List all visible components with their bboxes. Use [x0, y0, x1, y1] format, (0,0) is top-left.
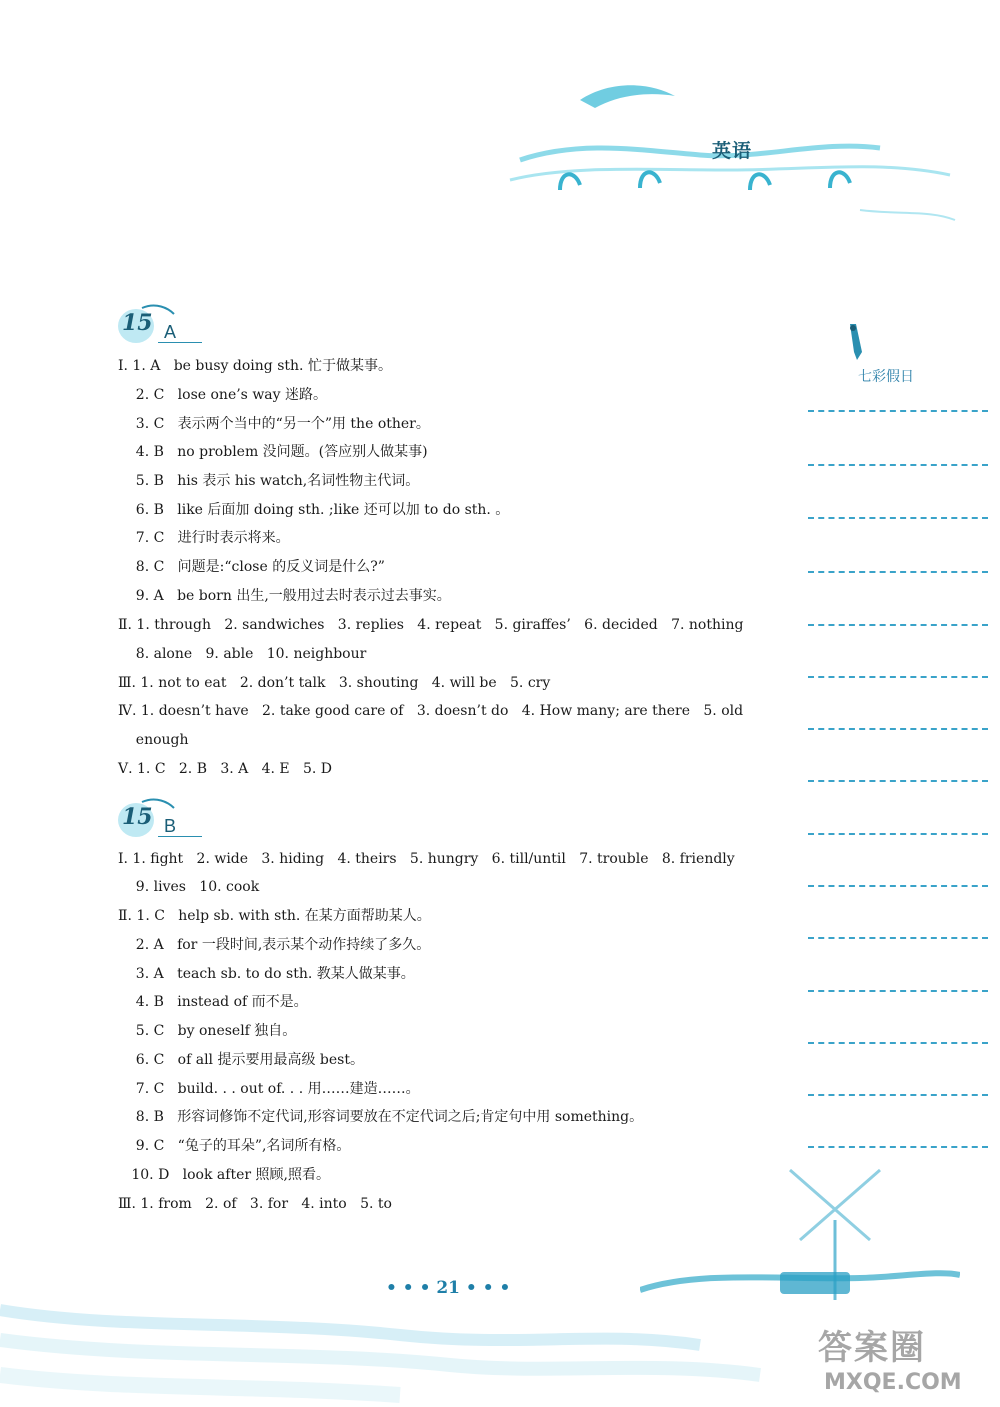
note-line [808, 1094, 988, 1096]
note-line [808, 1146, 988, 1148]
answer-line: 10. D look after 照顾,照看。 [118, 1167, 330, 1183]
answer-line: 3. C 表示两个当中的“另一个”用 the other。 [118, 416, 430, 432]
answer-line: 7. C 进行时表示将来。 [118, 530, 290, 546]
note-line [808, 990, 988, 992]
note-line [808, 571, 988, 573]
note-line [808, 517, 988, 519]
answer-line: 2. C lose one’s way 迷路。 [118, 387, 328, 403]
answer-line: 8. B 形容词修饰不定代词,形容词要放在不定代词之后;肯定句中用 something。 [118, 1109, 644, 1125]
answer-line: 6. C of all 提示要用最高级 best。 [118, 1052, 364, 1068]
answer-line: 5. C by oneself 独自。 [118, 1023, 297, 1039]
answer-line: Ⅰ. 1. A be busy doing sth. 忙于做某事。 [118, 358, 392, 374]
answer-line: Ⅱ. 1. C help sb. with sth. 在某方面帮助某人。 [118, 908, 431, 924]
badge-underline [158, 342, 202, 343]
sidebar-title: 七彩假日 [858, 369, 914, 385]
answer-line: Ⅰ. 1. fight 2. wide 3. hiding 4. theirs 5. hungry 6. till/until 7. trouble 8. friendly [118, 851, 735, 867]
subject-label: 英语 [712, 140, 753, 162]
section-badge-15a [112, 302, 202, 350]
note-line [808, 1042, 988, 1044]
page-number: • • • 21 • • • [386, 1278, 511, 1298]
note-line [808, 833, 988, 835]
answer-line: 9. A be born 出生,一般用过去时表示过去事实。 [118, 588, 451, 604]
answer-line: 8. C 问题是:“close 的反义词是什么?” [118, 559, 385, 575]
note-line [808, 676, 988, 678]
answer-line: 2. A for 一段时间,表示某个动作持续了多久。 [118, 937, 431, 953]
watermark-url: MXQE.COM [824, 1370, 962, 1395]
pen-icon [844, 322, 870, 362]
answer-line: Ⅴ. 1. C 2. B 3. A 4. E 5. D [118, 761, 333, 777]
watermark [818, 1320, 988, 1400]
answer-line: 4. B no problem 没问题。(答应别人做某事) [118, 444, 428, 460]
answer-line: 5. B his 表示 his watch,名词性物主代词。 [118, 473, 420, 489]
note-line [808, 780, 988, 782]
badge-underline [158, 836, 202, 837]
note-line [808, 885, 988, 887]
watermark-title: 答案圈 [818, 1328, 926, 1368]
answer-line: Ⅱ. 1. through 2. sandwiches 3. replies 4. repeat 5. giraffes’ 6. decided 7. nothing [118, 617, 744, 633]
answer-line: Ⅳ. 1. doesn’t have 2. take good care of 3. doesn’t do 4. How many; are there 5. old [118, 703, 744, 719]
answer-line: Ⅲ. 1. not to eat 2. don’t talk 3. shouting 4. will be 5. cry [118, 675, 551, 691]
note-line [808, 624, 988, 626]
answer-line: Ⅲ. 1. from 2. of 3. for 4. into 5. to [118, 1196, 392, 1212]
section-letter: A [164, 322, 177, 342]
answer-line: 9. lives 10. cook [118, 879, 260, 895]
footer-tree-decoration [640, 1160, 960, 1310]
answer-line: enough [118, 732, 189, 748]
answer-line: 4. B instead of 而不是。 [118, 994, 308, 1010]
answer-line: 7. C build. . . out of. . . 用……建造……。 [118, 1081, 420, 1097]
note-line [808, 464, 988, 466]
answer-line: 8. alone 9. able 10. neighbour [118, 646, 367, 662]
note-line [808, 728, 988, 730]
note-line [808, 410, 988, 412]
answer-line: 9. C “兔子的耳朵”,名词所有格。 [118, 1138, 351, 1154]
section-letter: B [164, 816, 177, 836]
section-number: 15 [122, 310, 153, 336]
section-badge-15b [112, 796, 202, 844]
answer-line: 6. B like 后面加 doing sth. ;like 还可以加 to do sth. 。 [118, 502, 510, 518]
section-number: 15 [122, 804, 153, 830]
note-line [808, 937, 988, 939]
answer-line: 3. A teach sb. to do sth. 教某人做某事。 [118, 966, 415, 982]
